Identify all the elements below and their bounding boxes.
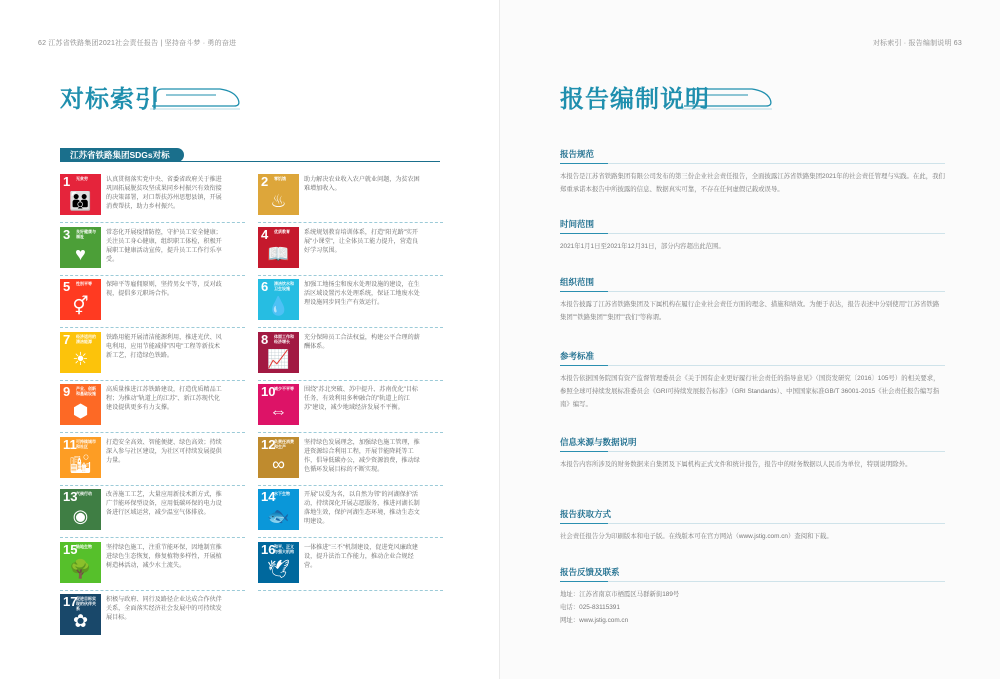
sdg-goal-name: 零饥饿 [274,176,286,181]
sdg-description: 加强工地扬尘和废水处理设施的建设，在生活区域设置污水处理系统，保证工地废水处理设施同步同生产有效运行。 [304,281,420,306]
sdg-goal-icon [258,384,299,425]
train-icon [682,84,774,110]
section-org-scope [560,276,945,324]
sdg-goal-icon [258,279,299,320]
sdg-goal-number: 6 [261,279,269,294]
sdg-goal-number: 13 [63,489,78,504]
section-title: 信息来源与数据说明 [560,437,637,447]
sdg-divider [258,537,443,538]
sdg-divider [60,275,245,276]
section-rule [560,233,945,234]
sdg-divider [60,380,245,381]
eye-globe-icon: ◉ [72,506,89,526]
sdg-goal-name: 陆地生物 [76,543,92,549]
sdg-description: 常态化开展疫情防控，守护员工安全健康；关注员工身心健康，组织职工体检，积极开展职工健康活动宣传，提升员工工作行乐享受。 [106,228,222,263]
section-time-range [560,218,945,253]
tree-icon: 🌳 [69,558,92,579]
sdg-divider [60,537,245,538]
section-body: 2021年1月1日至2021年12月31日，部分内容超出此范围。 [560,243,725,250]
section-title: 参考标准 [560,351,595,361]
sdg-goal-number: 5 [63,279,71,294]
sdg-description: 保障平等雇佣原则，坚持男女平等，反对歧视，提倡多元职场合作。 [106,281,222,297]
book-icon: 📖 [267,243,290,264]
section-feedback-contact [560,566,945,627]
sdg-item [258,279,448,329]
sdg-description: 铁路用能开展清洁能源利用，推进光伏、风电利用，应用节能减排"四电"工程等新技术新工艺，打造绿色铁路。 [106,333,222,359]
sdg-goal-name: 性别平等 [76,281,92,286]
sdg-item [258,489,448,539]
sdg-goal-number: 12 [261,436,276,452]
section-body: 本报告披露了江苏省铁路集团及下属机构在履行企业社会责任方面的理念、措施和绩效。为便于表达，报告表述中分别使用"江苏省铁路集团""铁路集团""集团""我们"等称谓。 [560,301,940,321]
city-icon: 🏙 [69,453,92,474]
sdg-description: 一体推进"三不"机制建设，促进党风廉政建设，提升法治工作能力，推动企业合规经营。 [304,543,419,569]
sdg-goal-name: 和平、正义与强大机构 [274,543,294,554]
contact-block [560,588,945,627]
sdg-goal-name: 水下生物 [274,491,290,496]
section-report-spec [560,148,945,196]
equality-icon: ⇔ [269,401,288,421]
sdg-goal-number: 15 [63,541,78,557]
sdg-goal-name: 减少不平等 [274,386,294,391]
sdg-goal-name: 清洁饮水和卫生设施 [274,281,294,291]
sdg-item [60,489,250,539]
sdg-goal-number: 10 [261,384,276,399]
sdg-goal-icon [258,489,299,530]
sdg-divider [258,485,443,486]
heartbeat-icon: ♥ [75,243,86,264]
sdg-goal-number: 17 [63,594,78,609]
section-rule [560,581,945,582]
sdg-item [60,332,250,382]
sdg-goal-number: 11 [63,436,77,452]
section-rule [560,291,945,292]
sdg-goal-name: 良好健康与福祉 [76,228,96,239]
sdg-description: 高质量推进江苏铁路建设，打造优质精品工程；为推动"轨道上的江苏"、新江苏现代化建设提供更多有力支撑。 [106,386,222,411]
sdg-goal-icon [258,227,299,268]
section-reference-standards [560,350,945,411]
sun-icon: ☀ [72,348,89,369]
section-report-access [560,508,945,543]
sdg-description: 打造安全高效、智能便捷、绿色高效；持续深入参与社区建设，为社区可持续发展提供力量。 [106,438,222,464]
sdg-goal-name: 促进目标实现的伙伴关系 [76,596,96,611]
sdg-goal-icon [258,174,299,215]
sdg-goal-icon [258,437,299,478]
section-body: 社会责任报告分为印刷版本和电子版。在线版本可在官方网站（www.jstig.com.cn）查阅和下载。 [560,533,833,540]
infinity-icon: ∞ [272,453,285,474]
sdg-description: 坚持绿色发展理念，加强绿色施工管理，推进资源综合利用工程，开展节能降耗等工作，倡导低碳办公，减少资源浪费，推动绿色循环发展目标的不断实现。 [304,438,420,473]
sdg-item [60,594,250,644]
section-rule [560,451,945,452]
sdg-goal-icon [60,489,101,530]
left-page-title: 对标索引 [60,86,160,113]
bowl-icon: ♨ [270,191,287,211]
section-title: 报告规范 [560,149,595,159]
gender-icon: ⚥ [72,296,89,316]
sdg-goal-name: 体面工作和经济增长 [274,333,294,344]
sdg-goal-icon [60,594,101,635]
sdg-goal-name: 可持续城市和社区 [76,438,96,449]
sdg-item [258,227,448,277]
sdg-goal-number: 16 [261,541,276,557]
section-body: 本报告内容所涉及的财务数据来自集团及下属机构正式文件和统计报告，报告中的财务数据以人民币为单位，特别说明除外。 [560,461,912,468]
section-data-source [560,436,945,471]
contact-phone: 电话：025-83115391 [560,604,620,611]
sdg-goal-name: 产业、创新和基础设施 [76,386,96,396]
sdg-goal-name: 气候行动 [76,491,92,496]
section-rule [560,365,945,366]
sdg-goal-name: 负责任消费和生产 [274,438,294,449]
section-title: 组织范围 [560,277,595,287]
section-title: 报告反馈及联系 [560,567,620,577]
sdg-goal-number: 4 [261,226,269,242]
sdg-item [60,542,250,592]
chart-up-icon: 📈 [267,348,290,369]
fish-icon: 🐟 [267,506,290,526]
section-body: 本报告依据国务院国有资产监督管理委员会《关于国有企业更好履行社会责任的指导意见》（国资发研究〔2016〕105号）的相关要求，参照全球可持续发展标准委员会《GRI可持续发展报告标准》（GRI Standards）、中国国家标准GB/T 36001-2015《社会责任报告编写指南》编写。 [560,375,940,408]
sdg-description: 充分保障员工合法权益，构建公平合理的薪酬体系。 [304,333,420,350]
sdg-divider [258,380,443,381]
sdg-goal-name: 经济适用的清洁能源 [76,333,96,344]
sdg-item [258,384,448,434]
sdg-divider [258,590,443,591]
sdg-description: 开展"以爱为名，以自然为邻"的河湖保护活动，持续深化开展志愿服务，推进河湖长制落地生效，保护河湖生态环境，推动生态文明建设。 [304,491,420,525]
sdg-item [60,279,250,329]
section-rule [560,163,945,164]
sdg-goal-name: 无贫穷 [76,176,88,181]
sdg-goal-icon [258,332,299,373]
train-icon [150,84,242,110]
right-page [500,0,1000,679]
sdg-goal-icon [60,279,101,320]
sdg-description: 积极与政府、同行及路径企业达成合作伙伴关系，全面落实经济社会发展中的可持续发展目标。 [106,596,222,621]
sdg-goal-icon [60,437,101,478]
sdg-rule [60,161,440,162]
sdg-description: 系统规划教育培训体系，打造"阳光路"实开展"小课堂"，让全体员工能力提升，营造良好学习氛围。 [304,228,419,254]
section-body: 本报告是江苏省铁路集团有限公司发布的第三份企业社会责任报告，全面披露江苏省铁路集团2021年的社会责任管理与实践。在此，我们郑重承诺本报告中所披露的信息、数据真实可靠，不存在任何虚假记载或误导。 [560,173,945,193]
cubes-icon: ⬢ [72,401,89,421]
sdg-item [60,227,250,277]
sdg-goal-number: 14 [261,489,276,504]
sdg-goal-icon [60,227,101,268]
sdg-description: 坚持绿色施工，注重节能环保，因地制宜推进绿色生态恢复，修复植物多样性，开展植树造林活动，减少水土流失。 [106,543,222,569]
sdg-banner: 江苏省铁路集团SDGs对标 [60,148,184,162]
sdg-description: 认真贯彻落实党中央、省委省政府关于推进巩固拓展脱贫攻坚成果同乡村振兴有效衔接的决策部署，对口帮扶苏州思想县镇，开展消费帮扶，助力乡村振兴。 [106,176,222,210]
sdg-divider [258,432,443,433]
sdg-description: 围绕"苏北突破、苏中提升、苏南优化"目标任务，有效利用多种融合的"轨道上的江苏"建设，减少地域经济发展不平衡。 [304,386,419,411]
sdg-divider [60,432,245,433]
sdg-divider [60,485,245,486]
sdg-goal-icon [60,542,101,583]
sdg-item [60,384,250,434]
sdg-item [60,174,250,224]
sdg-goal-number: 8 [261,331,269,347]
sdg-divider [258,275,443,276]
sdg-item [258,174,448,224]
sdg-description: 改善施工工艺，大量应用新技术新方式，推广节能环保型设备，应用低碳环保的电力设备进行区域运营，减少温室气体排放。 [106,491,222,516]
contact-website[interactable]: 网址：www.jstig.com.cn [560,617,629,624]
sdg-goal-icon [60,332,101,373]
sdg-goal-icon [60,174,101,215]
right-page-title: 报告编制说明 [560,86,710,113]
sdg-description: 助力解决农业收入农户就业问题，为贫农困难增加收入。 [304,176,420,192]
left-running-head: 62 江苏省铁路集团2021社会责任报告 | 坚持奋斗梦 · 勇的奋进 [38,40,237,47]
sdg-goal-number: 1 [63,174,71,189]
flower-icon: ✿ [72,611,89,631]
right-running-head: 对标索引 · 报告编制说明 63 [872,40,962,47]
sdg-goal-icon [258,542,299,583]
sdg-goal-name: 优质教育 [274,228,290,234]
family-icon: 👪 [69,191,92,211]
sdg-divider [258,327,443,328]
sdg-item [258,437,448,487]
sdg-divider [60,222,245,223]
sdg-goal-number: 7 [63,331,71,347]
sdg-item [60,437,250,487]
sdg-goal-number: 9 [63,384,71,399]
section-rule [560,523,945,524]
sdg-goal-number: 3 [63,226,71,242]
sdg-item [258,332,448,382]
sdg-goal-number: 2 [261,174,269,189]
sdg-divider [258,222,443,223]
dove-icon: 🕊 [267,558,290,579]
sdg-divider [60,327,245,328]
sdg-item [258,542,448,592]
contact-address: 地址：江苏省南京市栖霞区马群新街189号 [560,591,680,598]
sdg-divider [60,590,245,591]
section-title: 报告获取方式 [560,509,612,519]
water-icon: 💧 [267,296,290,316]
section-title: 时间范围 [560,219,595,229]
sdg-goal-icon [60,384,101,425]
